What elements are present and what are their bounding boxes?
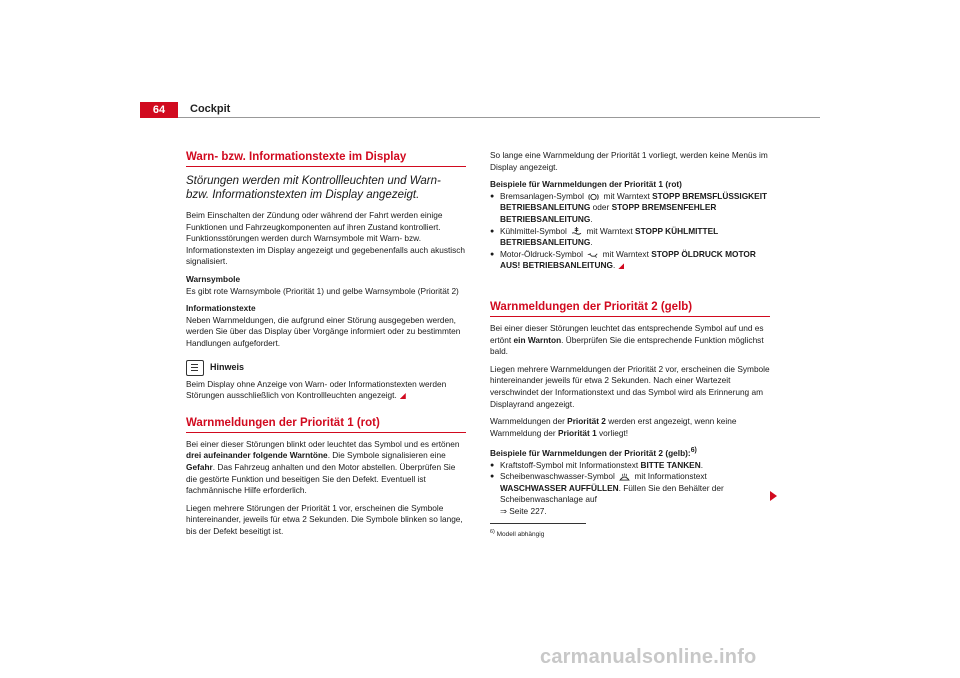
section-heading-priority2: Warnmeldungen der Priorität 2 (gelb)	[490, 300, 770, 317]
text-run-bold: ein Warnton	[513, 334, 562, 345]
text-run: Bei einer dieser Störungen blinkt oder leuchtet das Symbol und es ertönen	[186, 438, 460, 449]
footnote-divider	[490, 523, 586, 524]
text-run-bold: STOPP KÜHLMITTEL BETRIEBSANLEITUNG	[500, 225, 719, 248]
text-run-bold: drei aufeinander folgende Warntöne	[186, 450, 328, 461]
paragraph-intro: Beim Einschalten der Zündung oder während der Fahrt werden einige Funktionen und Fahrzeugkomponenten auf ihren Zustand kontrolliert. Funktionsstörungen werden durch Warnsymbole mit Warn- bzw. Informationstexten im Display angezeigt und gegebenenfalls auch akustisch signalisiert.	[186, 210, 466, 267]
note-text	[186, 379, 466, 402]
text-run-bold: WASCHWASSER AUFFÜLLEN	[500, 482, 619, 493]
section-heading-priority1: Warnmeldungen der Priorität 1 (rot)	[186, 416, 466, 433]
text-run-bold: Gefahr	[186, 461, 213, 472]
section-end-icon	[400, 393, 406, 399]
text-run: Motor-Öldruck-Symbol	[500, 248, 583, 259]
text-run-bold: STOPP BREMSFLÜSSIGKEIT BETRIEBSANLEITUNG	[500, 190, 768, 213]
text-informationstexte: Neben Warnmeldungen, die aufgrund einer Störung ausgegeben werden, werden Sie über das Display über Vorgänge informiert oder zu bestimmten Handlungen aufgefordert.	[186, 314, 461, 348]
text-run: mit Informationstext	[632, 471, 707, 482]
list-item	[490, 191, 770, 226]
paragraph-priority1	[186, 439, 466, 497]
text-run: Scheibenwaschwasser-Symbol	[500, 471, 615, 482]
text-run: .	[590, 213, 593, 224]
text-run-bold: Priorität 1	[557, 427, 597, 438]
subhead-warnsymbole: Warnsymbole	[186, 273, 241, 284]
subhead-examples-priority2	[490, 445, 770, 459]
footnote	[490, 529, 544, 538]
note-header	[186, 360, 466, 376]
footnote-mark: 6)	[490, 529, 495, 535]
section-heading-warn-info: Warn- bzw. Informationstexte im Display	[186, 150, 466, 167]
list-item	[490, 471, 770, 517]
text-run-bold: STOPP ÖLDRUCK MOTOR AUS! BETRIEBSANLEITUNG	[500, 248, 756, 271]
page-header	[140, 102, 820, 118]
text-run-bold: STOPP BREMSENFEHLER BETRIEBSANLEITUNG	[500, 202, 717, 224]
paragraph-no-menus: So lange eine Warnmeldung der Priorität 1 vorliegt, werden keine Menüs im Display angezeigt.	[490, 150, 768, 172]
subhead-informationstexte: Informationstexte	[186, 303, 256, 314]
text-run: .	[590, 237, 593, 248]
text-run: oder	[590, 202, 612, 213]
text-run: mit Warntext	[601, 190, 653, 201]
text-run: .	[612, 260, 616, 271]
list-item	[490, 226, 770, 249]
text-run: Bremsanlagen-Symbol	[500, 190, 584, 201]
section-end-icon	[618, 263, 624, 269]
right-column	[490, 150, 770, 518]
note-text-content: Beim Display ohne Anzeige von Warn- oder Informationstexten werden Störungen ausschließlich von Kontrollleuchten angezeigt.	[186, 378, 447, 401]
paragraph-priority2-multiple: Liegen mehrere Warnmeldungen der Priorität 2 vor, erscheinen die Symbole hintereinander jeweils für etwa 2 Sekunden. Nach einer Wartezeit verschwindet der Informationstext und das Symbol wird als Erinnerung am Displayrand angezeigt.	[490, 363, 770, 409]
header-divider	[178, 117, 820, 118]
text-warnsymbole: Es gibt rote Warnsymbole (Priorität 1) und gelbe Warnsymbole (Priorität 2)	[186, 285, 459, 296]
text-run: Kraftstoff-Symbol mit Informationstext	[500, 459, 641, 470]
text-run: Bei einer dieser Störungen leuchtet das entsprechende Symbol auf und es ertönt	[490, 322, 764, 345]
text-run: .	[700, 459, 704, 470]
page-title: Cockpit	[190, 103, 231, 115]
paragraph-priority1-multiple: Liegen mehrere Störungen der Priorität 1 vor, erscheinen die Symbole hintereinander, jeweils für etwa 2 Sekunden. Die Symbole blinken so lange, bis der Defekt beseitigt ist.	[186, 502, 463, 536]
paragraph-priority2-order	[490, 416, 770, 439]
text-run: . Füllen Sie den Behälter der Scheibenwaschanlage auf	[500, 482, 724, 505]
text-run: vorliegt!	[596, 427, 629, 438]
page-number: 64	[140, 102, 178, 118]
subhead-examples-priority1: Beispiele für Warnmeldungen der Priorität 1 (rot)	[490, 179, 682, 190]
text-run: werden erst angezeigt, wenn keine Warnmeldung der	[490, 416, 737, 438]
text-run: Beispiele für Warnmeldungen der Priorität 2 (gelb):	[490, 448, 691, 459]
left-column	[186, 150, 466, 543]
text-run-bold: Priorität 2	[567, 416, 606, 427]
page-reference-link[interactable]: ⇒ Seite 227.	[500, 506, 547, 517]
paragraph-priority2	[490, 323, 770, 358]
footnote-ref: 6)	[690, 447, 697, 455]
section-lead: Störungen werden mit Kontrollleuchten und Warn- bzw. Informationstexten im Display angezeigt.	[186, 175, 441, 201]
text-run: . Überprüfen Sie die entsprechende Funktion möglichst bald.	[490, 334, 764, 357]
text-run: mit Warntext	[600, 248, 652, 259]
list-item	[490, 460, 770, 472]
footnote-text: Modell abhängig	[496, 531, 545, 539]
text-run: Warnmeldungen der	[490, 416, 568, 427]
washer-fluid-icon	[619, 473, 630, 481]
brake-icon	[588, 193, 599, 201]
text-run-bold: BITTE TANKEN	[640, 459, 701, 470]
next-page-arrow-icon	[770, 491, 777, 501]
list-item	[490, 249, 770, 272]
text-run: . Die Symbole signalisieren eine	[327, 450, 446, 461]
coolant-icon	[571, 227, 582, 235]
note-title: Hinweis	[210, 361, 245, 372]
watermark: carmanualsonline.info	[540, 646, 757, 668]
text-run: mit Warntext	[584, 225, 636, 236]
text-run: Kühlmittel-Symbol	[500, 225, 567, 236]
note-icon	[186, 360, 204, 376]
text-run: . Das Fahrzeug anhalten und den Motor abstellen. Überprüfen Sie die gestörte Funktion und beseitigen Sie den Defekt. Eventuell ist fachmännische Hilfe erforderlich.	[186, 461, 456, 496]
oil-pressure-icon	[587, 251, 598, 259]
